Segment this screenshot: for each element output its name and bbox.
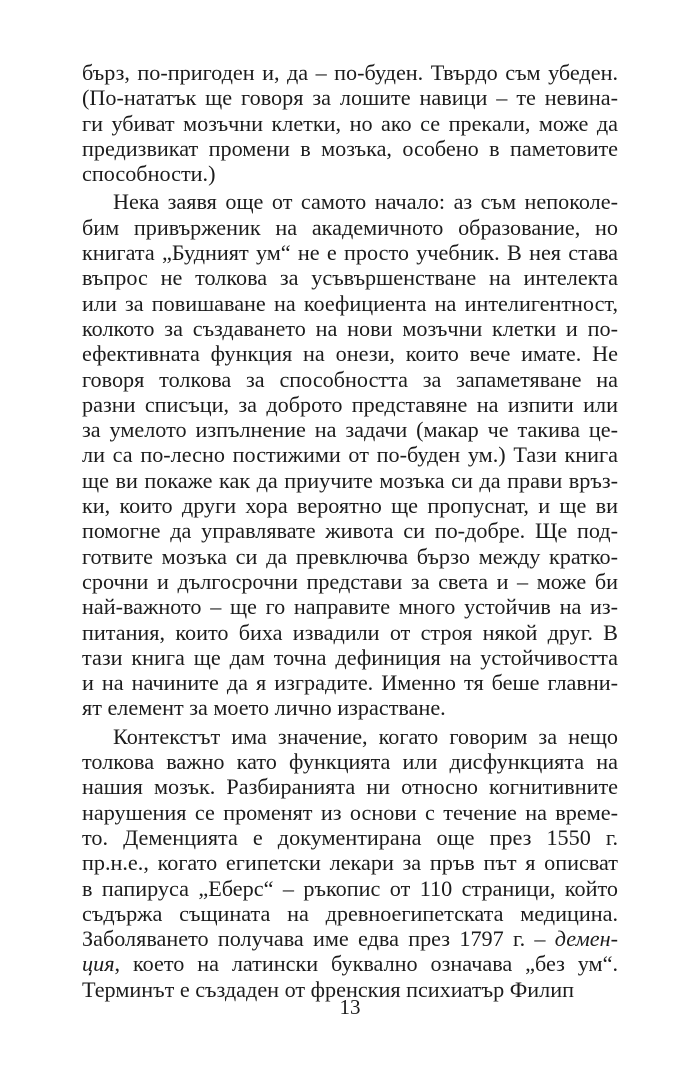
text-line: Заболяването получава име едва през 1797 г. – демен- — [82, 926, 618, 952]
italic-term: ция — [82, 951, 115, 977]
paragraph — [82, 724, 618, 1002]
text-line: ли са по-лесно постижими от по-буден ум.) Тази книга — [82, 442, 618, 468]
text-line: ги убиват мозъчни клетки, но ако се прекали, може да — [82, 110, 618, 136]
text-line: нарушения се променят из основи с течение на време- — [82, 799, 618, 825]
text-line: разни списъци, за доброто представяне на изпити или — [82, 391, 618, 417]
text-line: ефективната функция на онези, които вече имате. Не — [82, 341, 618, 367]
text-line: ят елемент за моето лично израстване. — [82, 695, 446, 721]
text-line: за умелото изпълнение на задачи (макар че такива це- — [82, 417, 618, 443]
text-line: ще ви покаже как да приучите мозъка си да прави връз- — [82, 467, 618, 493]
text-line: колкото за създаването на нови мозъчни клетки и по- — [82, 315, 618, 341]
text-line: и на начините да я изградите. Именно тя беше главни- — [82, 670, 618, 696]
page-number: 13 — [339, 995, 361, 1019]
text-line: Нека заявя още от самото начало: аз съм непоколе- — [113, 189, 618, 215]
text-line: бърз, по-пригоден и, да – по-буден. Твърдо съм убеден. — [82, 60, 618, 85]
text-line: най-важното – ще го направите много устойчив на из- — [82, 594, 618, 620]
text-line: Контекстът има значение, когато говорим за нещо — [113, 723, 618, 749]
body-text — [82, 60, 618, 1002]
text-line: тази книга ще дам точна дефиниция на устойчивостта — [82, 644, 618, 670]
text-line: то. Деменцията е документирана още през 1550 г. — [82, 824, 618, 850]
text-line: въпрос не толкова за усъвършенстване на интелекта — [82, 265, 618, 291]
book-page — [82, 60, 618, 1002]
text-line: в папируса „Еберс“ – ръкопис от 110 страници, който — [82, 875, 618, 901]
italic-term: демен- — [554, 926, 618, 952]
text-line: нашия мозък. Разбиранията ни относно когнитивните — [82, 774, 618, 800]
text-line: срочни и дългосрочни представи за света и – може би — [82, 568, 618, 594]
text-line: пр.н.е., когато египетски лекари за пръв път я описват — [82, 850, 618, 876]
paragraph — [82, 60, 618, 186]
text-line: бим привърженик на академичното образование, но — [82, 214, 618, 240]
text-line: говоря толкова за способността за запаметяване на — [82, 366, 618, 392]
text-line: ки, които други хора вероятно ще пропуснат, и ще ви — [82, 493, 618, 519]
text-line: ция, което на латински буквално означава „без ум“. — [82, 951, 618, 977]
text-line: (По-нататък ще говоря за лошите навици – те невина- — [82, 85, 618, 111]
text-line: питания, които биха извадили от строя някой друг. В — [82, 619, 618, 645]
text-line: готвите мозъка си да превключва бързо между кратко- — [82, 543, 618, 569]
paragraph — [82, 189, 618, 720]
text-line: толкова важно като функцията или дисфункцията на — [82, 749, 618, 775]
text-line: предизвикат промени в мозъка, особено в паметовите — [82, 135, 618, 161]
text-line: помогне да управлявате живота си по-добре. Ще под- — [82, 518, 618, 544]
text-line: способности.) — [82, 161, 216, 187]
text-line: съдържа същината на древноегипетската медицина. — [82, 900, 618, 926]
text-line: или за повишаване на коефициента на интелигентност, — [82, 290, 618, 316]
text-line: Терминът е създаден от френския психиатър Филип — [82, 976, 574, 1002]
text-line: книгата „Будният ум“ не е просто учебник. В нея става — [82, 240, 618, 266]
